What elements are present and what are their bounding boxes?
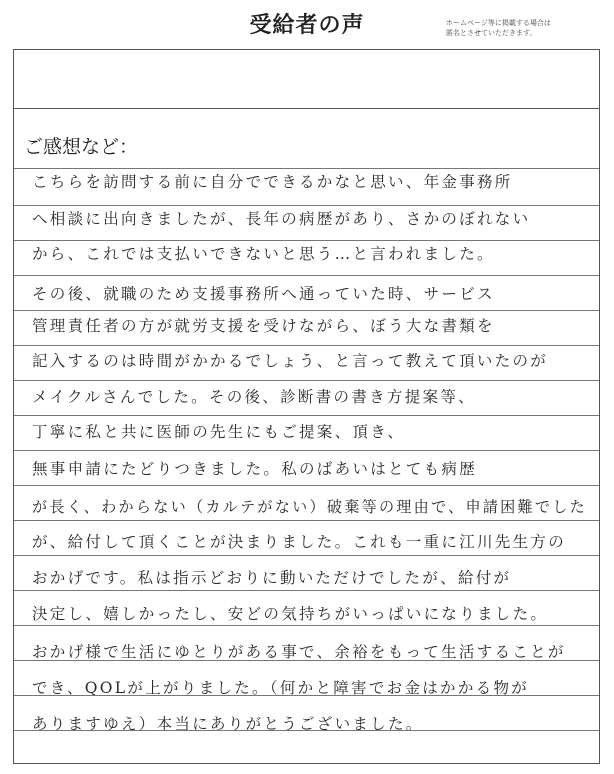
form-title: 受給者の声 (249, 13, 365, 38)
handwritten-line-1: こちらを訪問する前に自分でできるかなと思い、年金事務所 (32, 173, 513, 191)
handwritten-line-11: が、給付して頂くことが決まりました。これも一重に江川先生方の (32, 533, 567, 551)
ruled-line (14, 168, 599, 169)
ruled-line (14, 695, 599, 696)
handwritten-line-15: でき、QOLが上がりました。（何かと障害でお金はかかる物が (32, 679, 530, 697)
ruled-line (14, 485, 599, 486)
anonymity-note (446, 18, 611, 38)
ruled-line (14, 555, 599, 556)
anonymity-note-line-1: ホームページ等に掲載する場合は (446, 19, 551, 27)
handwritten-line-3: から、これでは支払いできないと思う…と言われました。 (32, 245, 495, 263)
handwritten-line-2: へ相談に出向きましたが、長年の病歴があり、さかのぼれない (32, 210, 531, 228)
handwritten-line-9: 無事申請にたどりつきました。私のばあいはとても病歴 (32, 460, 478, 478)
handwritten-line-6: 記入するのは時間がかかるでしょう、と言って教えて頂いたのが (32, 352, 549, 370)
ruled-line (14, 310, 599, 311)
handwritten-line-14: おかげ様で生活にゆとりがある事で、余裕をもって生活することが (32, 643, 566, 661)
anonymity-note-line-2: 匿名とさせていただきます。 (446, 29, 537, 37)
ruled-line (14, 275, 599, 276)
handwritten-line-12: おかげです。私は指示どおりに動いただけでしたが、給付が (32, 569, 512, 587)
ruled-line (14, 450, 599, 451)
handwritten-line-13: 決定し、嬉しかったし、安どの気持ちがいっぱいになりました。 (32, 605, 549, 623)
ruled-line (14, 590, 599, 591)
ruled-line (14, 520, 599, 521)
handwritten-line-5: 管理責任者の方が就労支援を受けながら、ぼう大な書類を (32, 317, 495, 335)
blank-entry-row (14, 50, 599, 109)
ruled-line (14, 380, 599, 381)
ruled-line (14, 625, 599, 626)
handwritten-line-10: が長く、わからない（カルテがない）破棄等の理由で、申請困難でした (32, 498, 587, 516)
ruled-line (14, 730, 599, 731)
ruled-line (14, 205, 599, 206)
voice-form (13, 49, 600, 764)
handwritten-line-4: その後、就職のため支援事務所へ通っていた時、サービス (32, 285, 495, 303)
ruled-line (14, 660, 599, 661)
ruled-line (14, 240, 599, 241)
comments-label: ご感想など： (24, 136, 139, 158)
handwritten-line-16: ありますゆえ）本当にありがとうございました。 (32, 715, 424, 733)
ruled-line (14, 345, 599, 346)
ruled-line (14, 415, 599, 416)
handwritten-line-7: メイクルさんでした。その後、診断書の書き方提案等、 (32, 388, 476, 406)
handwritten-line-8: 丁寧に私と共に医師の先生にもご提案、頂き、 (32, 423, 406, 441)
